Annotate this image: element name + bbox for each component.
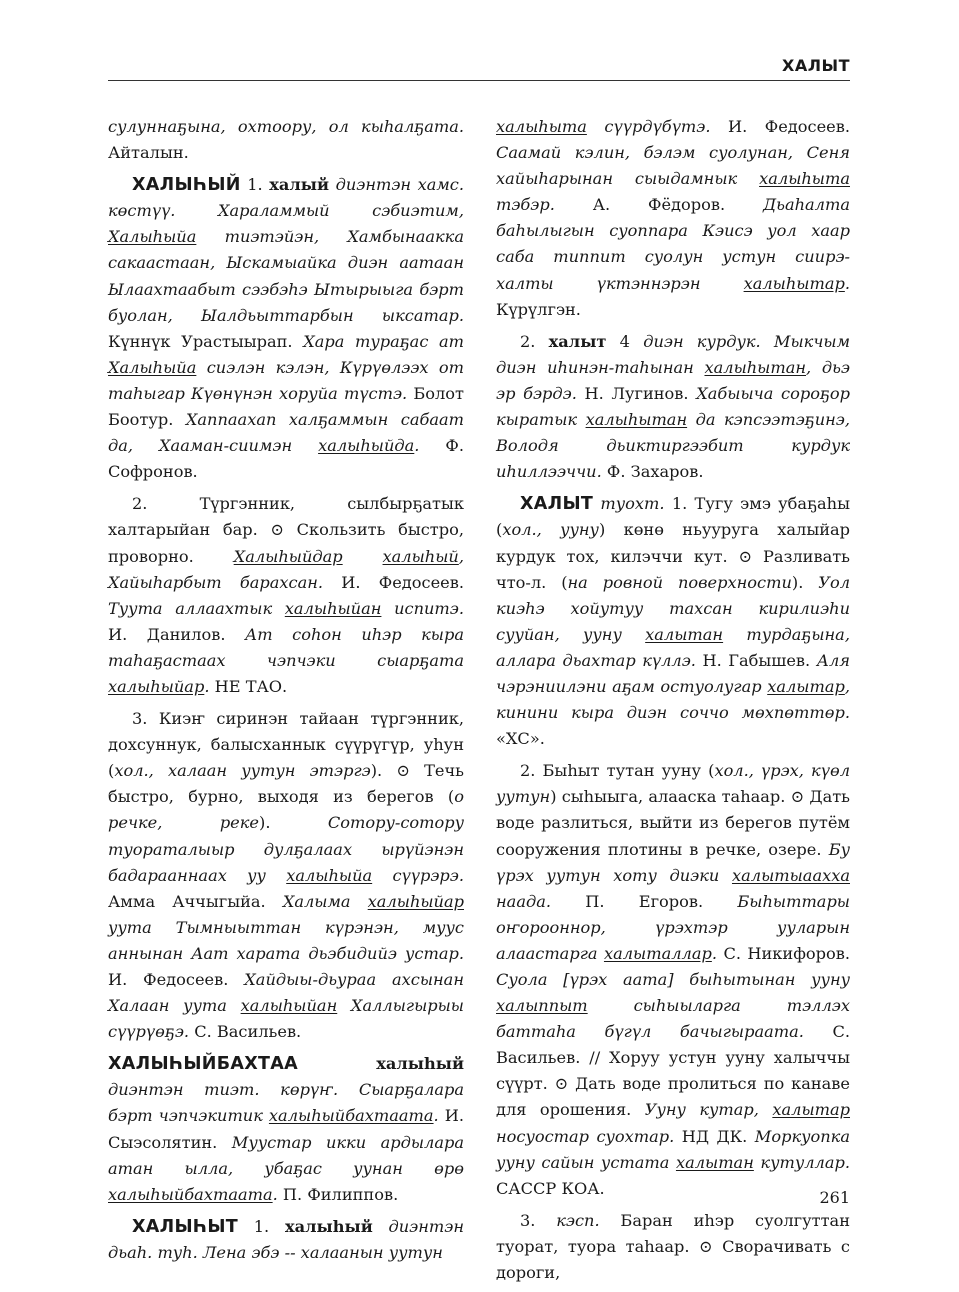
left-column: сулуннаҕына, охтоору, ол кыһалҕата. Айталын. ХАЛЫҺЫЙ 1. халый диэнтэн хамс. көстүү. Хараламмый сэбиэтим, Халыһыйа тиэтэйэн, Хамбынаакка сакаастаан, Ыскамыайка диэн аатаан Ылаахтаабыт сээбэһэ Ытырыыга бэрт буолан, Ыалдьыттарбын ыксатар. Күннүк Урастыырап. Хара тураҕас ат Халыһыйа сиэлэн кэлэн, Күрүөлээх от таһыгар Күөнүнэн хоруйа түстэ. Болот Боотур. Хаппаахап халҕаммын сабаат да, Хааман-сиимэн халыһыйда. Ф. Софронов. 2. Түргэнник, сылбырҕатык халтарыйан бар. ⊙ Скользить быстро, проворно. Халыһыйдар халыһый, Хайыһарбыт барахсан. И. Федосеев. Туута аллаахтык халыһыйан испитэ. И. Данилов. Ат соһон иһэр кыра таһаҕастаах чэпчэки сыарҕата халыһыйар. НЕ ТАО. 3. Киэҥ сиринэн тайаан түргэнник, дохсуннук, балысханнык сүүрүгүр, уһун (хол., халаан уутун этэргэ). ⊙ Течь быстро, бурно, выходя из берегов (о речке, реке). Сотору-сотору туораталыыр дулҕалаах ырүйэнэн бадарааннаах уу халыһыйа сүүрэрэ. Амма Аччыгыйа. Халыма халыһыйар уута Тымныыттан күрэнэн, муус аннынан Аат харата дьэбидийэ устар. И. Федосеев. Хайдыы-дьураа ахсынан Халаан уута халыһыйан Халлыгырыы сүүрүөҕэ. С. Васильев. ХАЛЫҺЫЙБАХТАА халыһый диэнтэн тиэт. көрүҥ. Сыарҕалара бэрт чэпчэкитик халыһыйбахтаата. И. Сыэсолятин. Муустар икки ардылара атан ылла, убаҕас уунан өрө халыһыйбахтаата. П. Филиппов. ХАЛЫҺЫТ 1. халыһый диэнтэн дьаһ. туһ. Лена эбэ -- халаанын уутун [108,117,464,1262]
running-header [108,56,850,81]
right-column: халыһыта сүүрдүбүтэ. И. Федосеев. Саамай кэлин, бэлэм суолунан, Сеня хайыһарынан сыыдамнык халыһыта тэбэр. А. Фёдоров. Дьаһалта баһылыгын суоппара Кэисэ уол хаар саба типпит суолун устун сиирэ-халты үктэннэрэн халыһытар. Күрүлгэн. 2. халыт 4 диэн курдук. Мыкчым диэн иһинэн-таһынан халыһытан, дьэ эр бэрдэ. Н. Лугинов. Хабыыча сороҕор кыратык халыһытан да кэпсээтэҕинэ, Володя дьиктиргээбит курдук иһиллээччи. Ф. Захаров. ХАЛЫТ туохт. 1. Тугу эмэ убаҕаһы (хол., ууну) көнө ньууруга халыйар курдук тох, килэччи кут. ⊙ Разливать что-л. (на ровной поверхности). Уол киэһэ хойутуу тахсан кирилиэһи сууйан, ууну халытан турдаҕына, аллара дьахтар күллэ. Н. Габышев. Аля чэрэниилэни аҕам остуолугар халытар, кинини кыра диэн соччо мөхпөттөр. «ХС». 2. Быһыт тутан ууну (хол., үрэх, күөл уутун) сыһыыга, алааска таһаар. ⊙ Дать воде разлиться, выйти из берегов путём сооружения плотины в речке, озере. Бу үрэх уутун хоту диэки халытыаахха наада. П. Егоров. Быһыттары оҥорооннор, үрэхтэр ууларын алаастарга халыталлар. С. Никифоров. Суола [үрэх аата] быһытынан ууну халыппыт сыһыыларга тэллэх баттаһа бүгүл бачыгыраата. С. Васильев. // Хоруу устун ууну халыччы сүүрт. ⊙ Дать воде пролиться по канаве для орошения. Ууну кутар, халытар носуостар суохтар. НД ДК. Моркуопка ууну сайын устата халытан кутуллар. САССР КОА. 3. кэсп. Баран иһэр суолгуттан туорат, туора таһаар. ⊙ Сворачивать с дороги, [496,117,851,1283]
page-number: 261 [819,1188,850,1207]
header-title: ХАЛЫТ [782,56,850,75]
